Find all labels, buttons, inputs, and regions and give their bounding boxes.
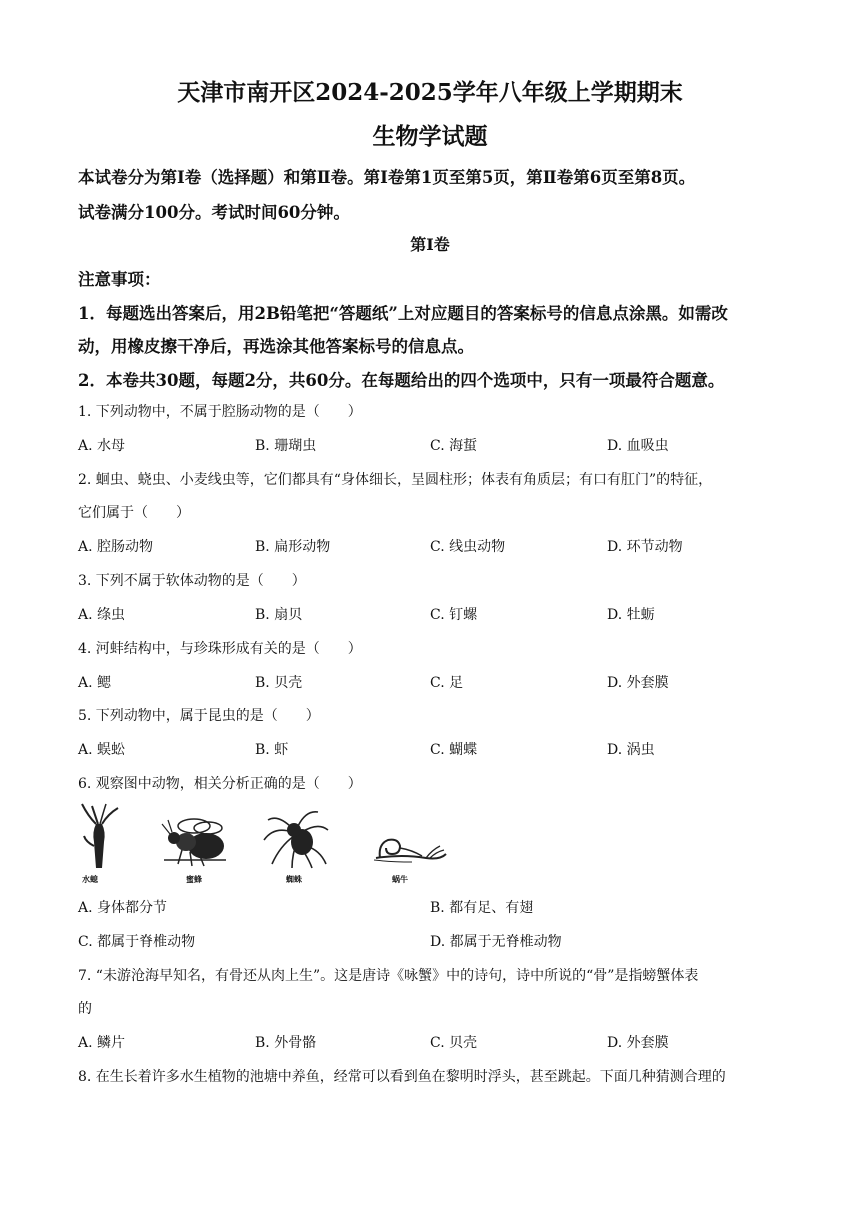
note-2: 2．本卷共30题，每题2分，共60分。在每题给出的四个选项中，只有一项最符合题意。 <box>78 371 725 390</box>
question-6-option-c: C. 都属于脊椎动物 <box>78 934 196 950</box>
question-5-stem: 5. 下列动物中，属于昆虫的是（ ） <box>78 708 320 724</box>
question-4-stem: 4. 河蚌结构中，与珍珠形成有关的是（ ） <box>78 641 362 657</box>
question-6-figure <box>76 798 456 888</box>
question-2-stem-line-1: 2. 蛔虫、蛲虫、小麦线虫等，它们都具有“身体细长，呈圆柱形；体表有角质层；有口有肛门”的特征， <box>78 472 713 488</box>
spider-drawing <box>262 806 332 870</box>
snail-drawing <box>372 828 448 868</box>
exam-title: 天津市南开区2024-2025学年八年级上学期期末 <box>177 79 683 106</box>
question-3-option-c: C. 钉螺 <box>430 607 478 623</box>
question-2-option-a: A. 腔肠动物 <box>78 539 154 555</box>
question-4-option-b: B. 贝壳 <box>255 675 303 691</box>
question-5-option-b: B. 虾 <box>255 742 289 758</box>
question-3-stem: 3. 下列不属于软体动物的是（ ） <box>78 573 306 589</box>
question-3-option-d: D. 牡蛎 <box>607 607 655 623</box>
question-1-option-a: A. 水母 <box>78 438 126 454</box>
question-2-option-d: D. 环节动物 <box>607 539 683 555</box>
note-1-line-2: 动，用橡皮擦干净后，再选涂其他答案标号的信息点。 <box>78 337 474 356</box>
question-2-stem-line-2: 它们属于（ ） <box>78 505 190 521</box>
question-1-option-b: B. 珊瑚虫 <box>255 438 317 454</box>
intro-line-1: 本试卷分为第Ⅰ卷（选择题）和第Ⅱ卷。第Ⅰ卷第1页至第5页，第Ⅱ卷第6页至第8页。 <box>78 168 696 187</box>
question-1-option-c: C. 海蜇 <box>430 438 478 454</box>
question-7-stem-line-2: 的 <box>78 1001 92 1017</box>
question-5-option-c: C. 蝴蝶 <box>430 742 478 758</box>
note-1-line-1: 1．每题选出答案后，用2B铅笔把“答题纸”上对应题目的答案标号的信息点涂黑。如需改 <box>78 304 728 323</box>
question-4-option-a: A. 鳃 <box>78 675 112 691</box>
question-3-option-b: B. 扇贝 <box>255 607 303 623</box>
bee-drawing <box>160 812 230 868</box>
question-6-option-d: D. 都属于无脊椎动物 <box>430 934 562 950</box>
caption-spider: 蜘蛛 <box>286 874 302 884</box>
caption-bee: 蜜蜂 <box>186 874 202 884</box>
question-7-option-a: A. 鳞片 <box>78 1035 126 1051</box>
question-2-option-c: C. 线虫动物 <box>430 539 506 555</box>
question-6-stem: 6. 观察图中动物，相关分析正确的是（ ） <box>78 776 362 792</box>
question-6-option-b: B. 都有足、有翅 <box>430 900 534 916</box>
question-2-option-b: B. 扁形动物 <box>255 539 331 555</box>
section-title: 第Ⅰ卷 <box>410 235 450 254</box>
question-1-option-d: D. 血吸虫 <box>607 438 669 454</box>
question-6-option-a: A. 身体都分节 <box>78 900 168 916</box>
question-4-option-d: D. 外套膜 <box>607 675 669 691</box>
question-7-option-c: C. 贝壳 <box>430 1035 478 1051</box>
caption-snail: 蜗牛 <box>392 874 408 884</box>
question-3-option-a: A. 绦虫 <box>78 607 126 623</box>
question-1-stem: 1. 下列动物中，不属于腔肠动物的是（ ） <box>78 404 362 420</box>
caption-hydra: 水螅 <box>82 874 98 884</box>
hydra-drawing <box>78 802 122 870</box>
question-7-stem-line-1: 7. “未游沧海早知名，有骨还从肉上生”。这是唐诗《咏蟹》中的诗句，诗中所说的“骨”是指螃蟹体表 <box>78 968 699 984</box>
question-5-option-d: D. 涡虫 <box>607 742 655 758</box>
question-7-option-b: B. 外骨骼 <box>255 1035 317 1051</box>
exam-subtitle: 生物学试题 <box>372 123 488 150</box>
question-5-option-a: A. 蜈蚣 <box>78 742 126 758</box>
question-4-option-c: C. 足 <box>430 675 464 691</box>
question-7-option-d: D. 外套膜 <box>607 1035 669 1051</box>
notes-heading: 注意事项： <box>78 270 161 289</box>
question-8-stem: 8. 在生长着许多水生植物的池塘中养鱼，经常可以看到鱼在黎明时浮头，甚至跳起。下面几种猜测合理的 <box>78 1069 726 1085</box>
intro-line-2: 试卷满分100分。考试时间60分钟。 <box>78 203 350 222</box>
